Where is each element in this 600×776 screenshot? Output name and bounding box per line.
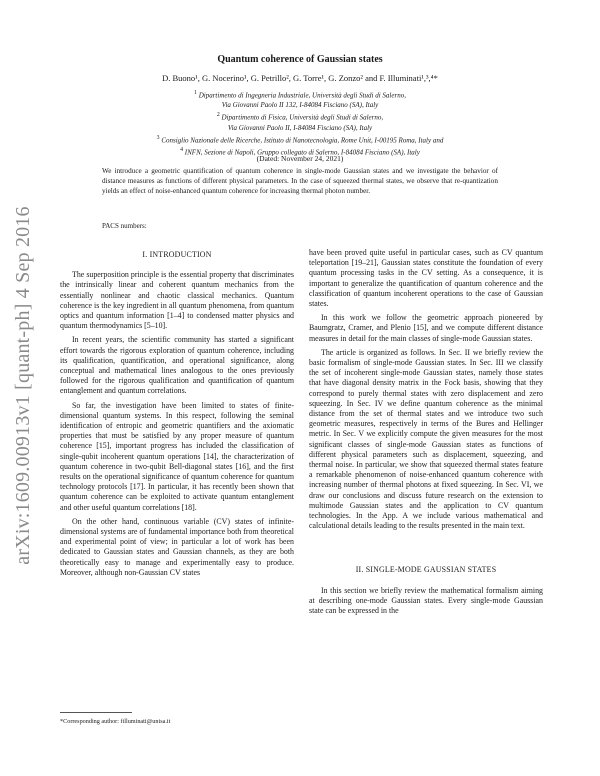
body-paragraph: In this section we briefly review the mathematical formalism aiming at describing one-mode Gaussian states. Every single-mode Gaussian state can be expressed in the — [309, 585, 543, 616]
body-paragraph: In this work we follow the geometric approach pioneered by Baumgratz, Cramer, and Plenio [15], and we compute different distance measures in detail for the main classes of single-mode Gaussian states. — [309, 313, 543, 343]
affiliation-line: $^4$ INFN, Sezione di Napoli, Gruppo collegato di Salerno, I-84084 Fisciano (SA), Italy — [180, 146, 420, 157]
affiliation-line: $^2$ Dipartimento di Fisica, Università degli Studi di Salerno, — [216, 112, 384, 122]
affiliation-line: Via Giovanni Paolo II 132, I-84084 Fisciano (SA), Italy — [221, 101, 379, 110]
body-paragraph: On the other hand, continuous variable (CV) states of infinite-dimensional systems are of fundamental importance both from theoretical and experimental point of view; in particular a lot of work has been dedicated to Gaussian states and Gaussian channels, as they are both theoretically easy to manage and experimentally easy to produce. Moreover, although non-Gaussian CV states — [60, 516, 294, 577]
body-paragraph: have been proved quite useful in particular cases, such as CV quantum teleportation [19–21], Gaussian states constitute the foundation of every quantum processing tasks in the CV setting. As a consequence, it is important to generalize the quantification of quantum coherence and the classification of quantum incoherent operations to the case of Gaussian states. — [309, 248, 543, 309]
arxiv-stamp: arXiv:1609.00913v1 [quant-ph] 4 Sep 2016 — [11, 205, 34, 565]
body-paragraph: In recent years, the scientific community has started a significant effort towards the rigorous exploration of quantum coherence, including its qualification, quantification, and operational significance, along conceptual and mathematical lines analogous to the ones previously followed for the rigorous qualification and quantification of quantum entanglement and quantum correlations. — [60, 335, 294, 396]
right-column — [309, 248, 543, 616]
date-line: (Dated: November 24, 2021) — [256, 154, 344, 163]
affiliation-line: Via Giovanni Paolo II, I-84084 Fisciano (SA), Italy — [227, 123, 373, 132]
pacs-numbers: PACS numbers: — [102, 222, 147, 230]
section-heading: II. SINGLE-MODE GAUSSIAN STATES — [355, 565, 497, 575]
left-column — [60, 248, 294, 578]
body-paragraph: The article is organized as follows. In Sec. II we briefly review the basic formalism of single-mode Gaussian states. In Sec. III we classify the set of incoherent single-mode Gaussian states, namely those states that have diagonal density matrix in the Fock basis, showing that they correspond to purely thermal states with zero displacement and zero squeezing. In Sec. IV we define quantum coherence as the minimal distance from the set of thermal states and we introduce two such geometric measures, respectively in terms of the Bures and Hellinger metric. In Sec. V we explicitly compute the given measures for the most significant classes of single-mode Gaussian states as functions of different physical parameters such as displacement, squeezing, and thermal noise. In particular, we show that squeezed thermal states feature a remarkable phenomenon of noise-enhanced quantum coherence with increasing number of thermal photons at fixed squeezing. In Sec. VI, we draw our conclusions and discuss future research on the extension to multimode Gaussian states and the application to CV quantum technologies. In the App. A we include various mathematical and calculational details leading to the results presented in the main text. — [309, 347, 543, 531]
affiliation-line: $^1$ Dipartimento di Ingegneria Industriale, Università degli Studi di Salerno, — [194, 90, 406, 100]
body-paragraph: So far, the investigation have been limited to states of finite-dimensional quantum systems. In this respect, following the seminal identification of entropic and geometric quantifiers and the axiomatic properties that must be satisfied by any proper measure of quantum coherence [15], important progress has included the classification of single-qubit incoherent quantum operations [14], the characterization of quantum coherence in two-qubit Bell-diagonal states [16], and the first results on the operational significance of quantum coherence for quantum technology protocols [17]. In particular, it has recently been shown that quantum coherence can be exploited to activate quantum entanglement and other useful quantum correlations [18]. — [60, 400, 294, 512]
section-heading: I. INTRODUCTION — [142, 250, 212, 259]
paper-title: Quantum coherence of Gaussian states — [217, 54, 383, 65]
author-list: D. Buono¹, G. Nocerino¹, G. Petrillo², G. Torre¹, G. Zonzo² and F. Illuminati¹,³,⁴* — [162, 73, 438, 83]
abstract: We introduce a geometric quantification of quantum coherence in single-mode Gaussian states and we investigate the behavior of distance measures as functions of different physical parameters. In the case of squeezed thermal states, we observe that re-quantization yields an effect of noise-enhanced quantum coherence for increasing thermal photon number. — [102, 167, 498, 195]
footnote-divider — [60, 712, 132, 713]
body-paragraph: The superposition principle is the essential property that discriminates the intrinsically linear and coherent quantum mechanics from the essentially nonlinear and chaotic classical mechanics. Quantum coherence is the key ingredient in all quantum phenomena, from quantum optics and quantum information [1–4] to condensed matter physics and quantum thermodynamics [5–10]. — [60, 270, 294, 331]
footnote: *Corresponding author: filluminati@unisa.it — [60, 718, 171, 725]
affiliations — [60, 88, 540, 157]
affiliation-line: $^3$ Consiglio Nazionale delle Ricerche, Istituto di Nanotecnologia, Rome Unit, I-00195 Roma, Italy and — [156, 134, 444, 144]
